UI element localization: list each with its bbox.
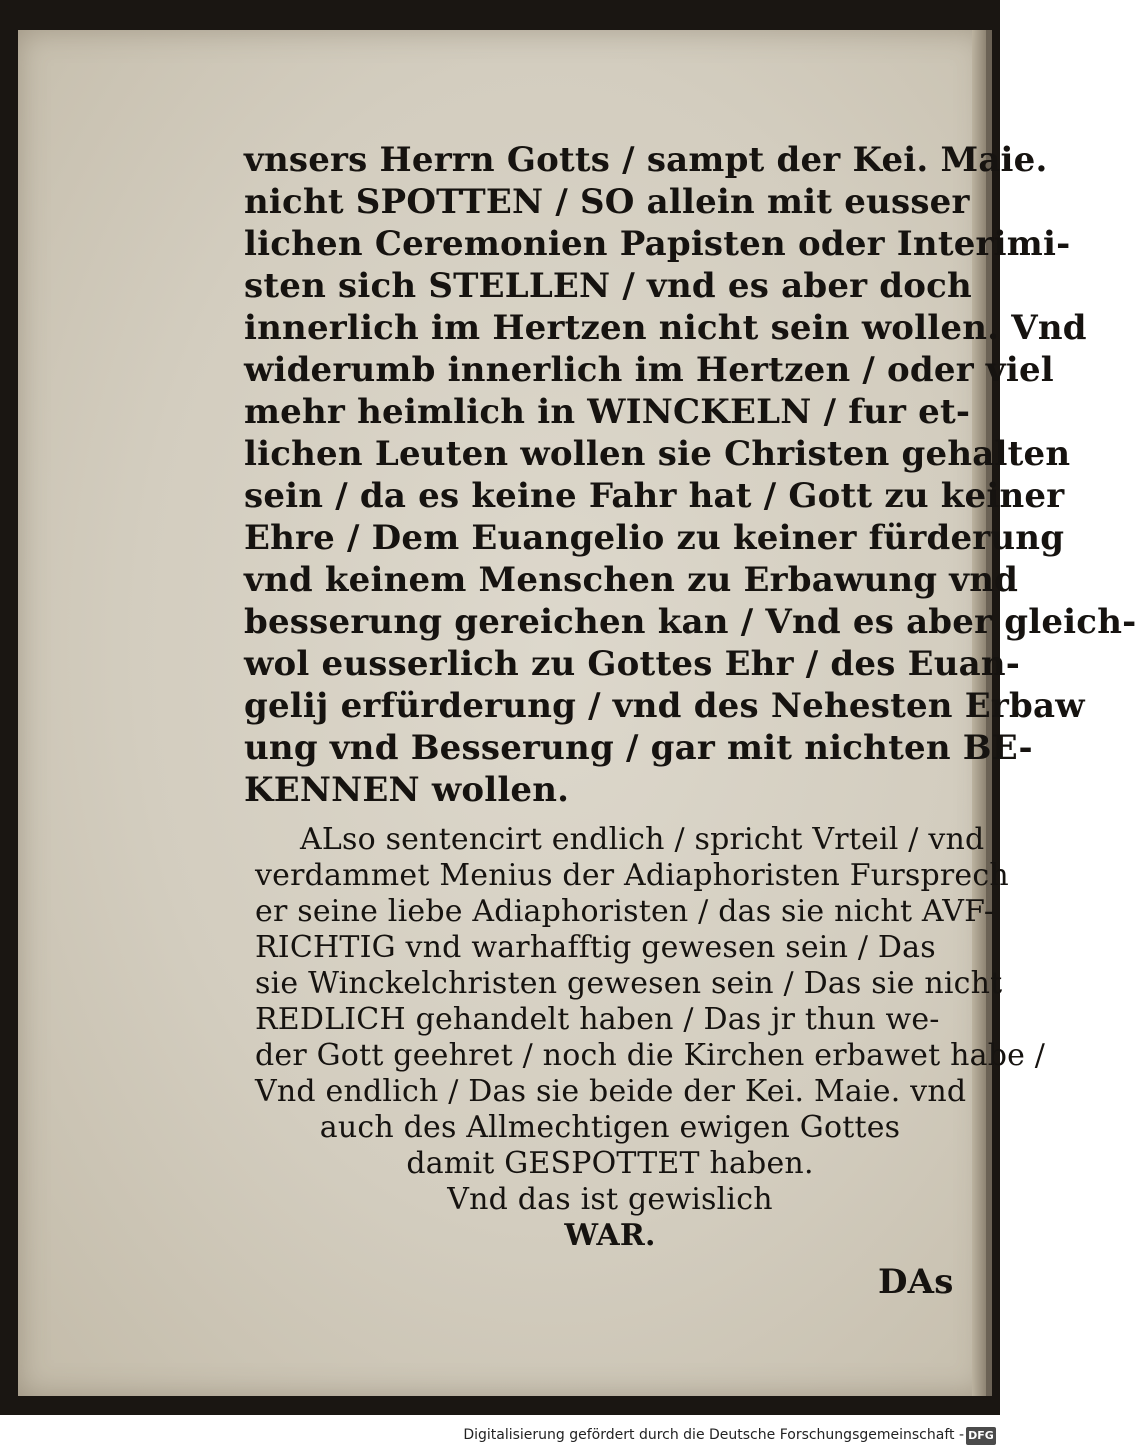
body-line: nicht SPOTTEN / SO allein mit eusser: [244, 182, 970, 222]
body-line: gelij erfürderung / vnd des Nehesten Erbaw: [244, 686, 1085, 726]
body-line: vnsers Herrn Gotts / sampt der Kei. Maie.: [244, 140, 1048, 180]
body-line: lichen Ceremonien Papisten oder Interimi-: [244, 224, 1071, 264]
centered-line: Vnd das ist gewislich: [447, 1182, 773, 1217]
closing-line: REDLICH gehandelt haben / Das jr thun we-: [255, 1002, 940, 1037]
centered-line: damit GESPOTTET haben.: [406, 1146, 814, 1181]
closing-line: RICHTIG vnd warhafftig gewesen sein / Das: [255, 930, 936, 965]
body-line: ung vnd Besserung / gar mit nichten BE-: [244, 728, 1033, 768]
body-line: KENNEN wollen.: [244, 770, 570, 810]
body-line: wol eusserlich zu Gottes Ehr / des Euan-: [244, 644, 1021, 684]
centered-line: auch des Allmechtigen ewigen Gottes: [319, 1110, 901, 1145]
body-line: widerumb innerlich im Hertzen / oder viel: [244, 350, 1054, 390]
body-line: besserung gereichen kan / Vnd es aber gleich-: [244, 602, 1136, 642]
closing-line: er seine liebe Adiaphoristen / das sie nicht AVF-: [255, 894, 995, 929]
body-line: sein / da es keine Fahr hat / Gott zu keiner: [244, 476, 1065, 516]
closing-line: ALso sentencirt endlich / spricht Vrteil / vnd: [300, 822, 985, 857]
closing-line: verdammet Menius der Adiaphoristen Fursprech: [255, 858, 1009, 893]
footer-bar: [0, 1415, 1000, 1455]
footer-credit: Digitalisierung gefördert durch die Deutsche Forschungsgemeinschaft -: [463, 1427, 964, 1443]
closing-line: Vnd endlich / Das sie beide der Kei. Maie. vnd: [255, 1074, 967, 1109]
body-line: lichen Leuten wollen sie Christen gehalten: [244, 434, 1071, 474]
catchword: DAs: [878, 1262, 954, 1302]
body-line: Ehre / Dem Euangelio zu keiner fürderung: [244, 518, 1065, 558]
closing-line: der Gott geehret / noch die Kirchen erbawet habe /: [255, 1038, 1046, 1073]
closing-line: sie Winckelchristen gewesen sein / Das sie nicht: [255, 966, 1003, 1001]
body-line: mehr heimlich in WINCKELN / fur et-: [244, 392, 971, 432]
body-line: sten sich STELLEN / vnd es aber doch: [244, 266, 972, 306]
body-line: innerlich im Hertzen nicht sein wollen. Vnd: [244, 308, 1087, 348]
body-line: vnd keinem Menschen zu Erbawung vnd: [244, 560, 1019, 600]
dfg-logo: DFG: [966, 1427, 996, 1445]
centered-line: WAR.: [564, 1218, 656, 1253]
